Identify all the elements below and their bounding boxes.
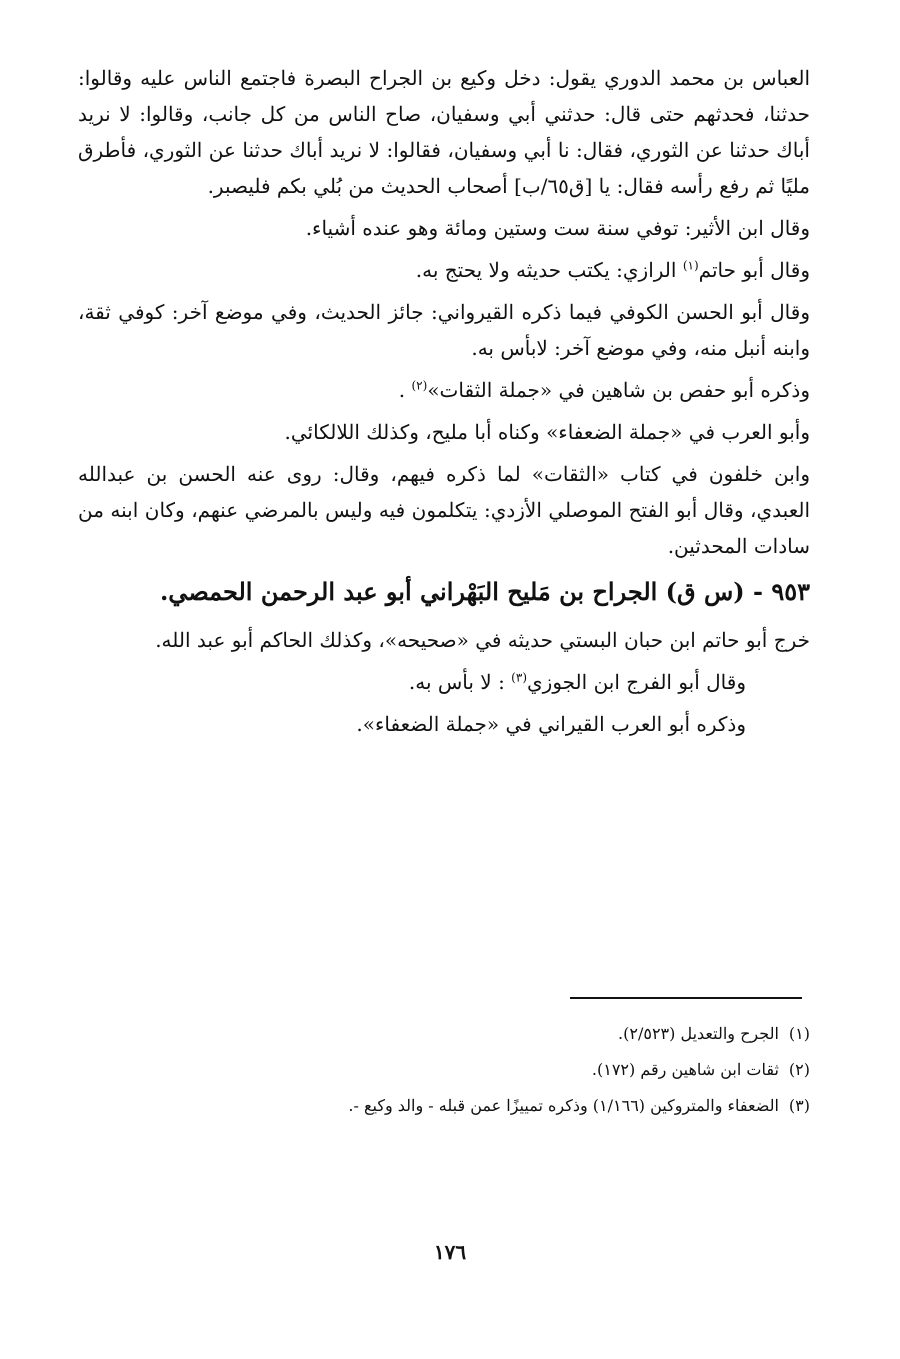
text-run: وقال أبو الفرج ابن الجوزي — [527, 670, 746, 694]
footnote-number: (٢) — [788, 1060, 810, 1079]
footnote-ref-2: (٢) — [411, 378, 428, 393]
footnote-text: الضعفاء والمتروكين (١/١٦٦) وذكره تمييزًا عمن قبله - والد وكيع -. — [348, 1096, 779, 1115]
paragraph-ibn-al-jawzi — [78, 664, 810, 700]
text-run: . — [398, 378, 412, 402]
paragraph-ibn-khalfun: وابن خلفون في كتاب «الثقات» لما ذكره فيهم، وقال: روى عنه الحسن بن عبدالله العبدي، وقال أبو الفتح الموصلي الأزدي: يتكلمون فيه وليس بالمرضي عنهم، وكان ابنه من سادات المحدثين. — [78, 462, 810, 558]
footnote-1 — [78, 1016, 810, 1052]
entry-heading: ٩٥٣ - (س ق) الجراح بن مَليح البَهْراني أبو عبد الرحمن الحمصي. — [159, 577, 810, 606]
paragraph-waki-story: العباس بن محمد الدوري يقول: دخل وكيع بن الجراح البصرة فاجتمع الناس عليه وقالوا: حدثنا، فحدثهم حتى قال: حدثني أبي وسفيان، صاح الناس من كل جانب، وقالوا: لا نريد أباك حدثنا عن الثوري، فقال: نا أبي وسفيان، فقالوا: لا نريد أباك حدثنا عن الثوري، فأطرق مليًا ثم رفع رأسه فقال: يا [ق٦٥/ب] أصحاب الحديث من بُلي بكم فليصبر. — [78, 66, 810, 198]
footnote-number: (٣) — [788, 1096, 810, 1115]
text-run: وقال أبو حاتم — [698, 258, 810, 282]
footnote-3 — [78, 1088, 810, 1124]
footnote-2 — [78, 1052, 810, 1088]
paragraph-abu-al-hasan: وقال أبو الحسن الكوفي فيما ذكره القيرواني: جائز الحديث، وفي موضع آخر: كوفي ثقة، وابنه أنبل منه، وفي موضع آخر: لابأس به. — [78, 300, 810, 360]
paragraph-ibn-shahin — [78, 372, 810, 408]
text-run: وذكره أبو حفص بن شاهين في «جملة الثقات» — [427, 378, 810, 402]
paragraph-ibn-hibban: خرج أبو حاتم ابن حبان البستي حديثه في «صحيحه»، وكذلك الحاكم أبو عبد الله. — [155, 628, 810, 652]
footnote-divider — [570, 997, 802, 999]
page-number: ١٧٦ — [433, 1240, 467, 1264]
footnotes — [78, 1016, 810, 1124]
footnote-number: (١) — [788, 1024, 810, 1043]
text-run: الرازي: يكتب حديثه ولا يحتج به. — [415, 258, 683, 282]
footnote-text: ثقات ابن شاهين رقم (١٧٢). — [591, 1060, 779, 1079]
main-text — [78, 60, 810, 748]
footnote-ref-1: (١) — [682, 258, 699, 273]
paragraph-abu-al-arab: وأبو العرب في «جملة الضعفاء» وكناه أبا مليح، وكذلك اللالكائي. — [284, 420, 810, 444]
footnote-ref-3: (٣) — [511, 670, 527, 685]
footnote-text: الجرح والتعديل (٢/٥٢٣). — [618, 1024, 779, 1043]
paragraph-abu-hatim — [78, 252, 810, 288]
paragraph-al-qayrani: وذكره أبو العرب القيراني في «جملة الضعفاء». — [356, 712, 746, 736]
paragraph-ibn-al-athir: وقال ابن الأثير: توفي سنة ست وستين ومائة وهو عنده أشياء. — [305, 216, 810, 240]
text-run: : لا بأس به. — [408, 670, 512, 694]
